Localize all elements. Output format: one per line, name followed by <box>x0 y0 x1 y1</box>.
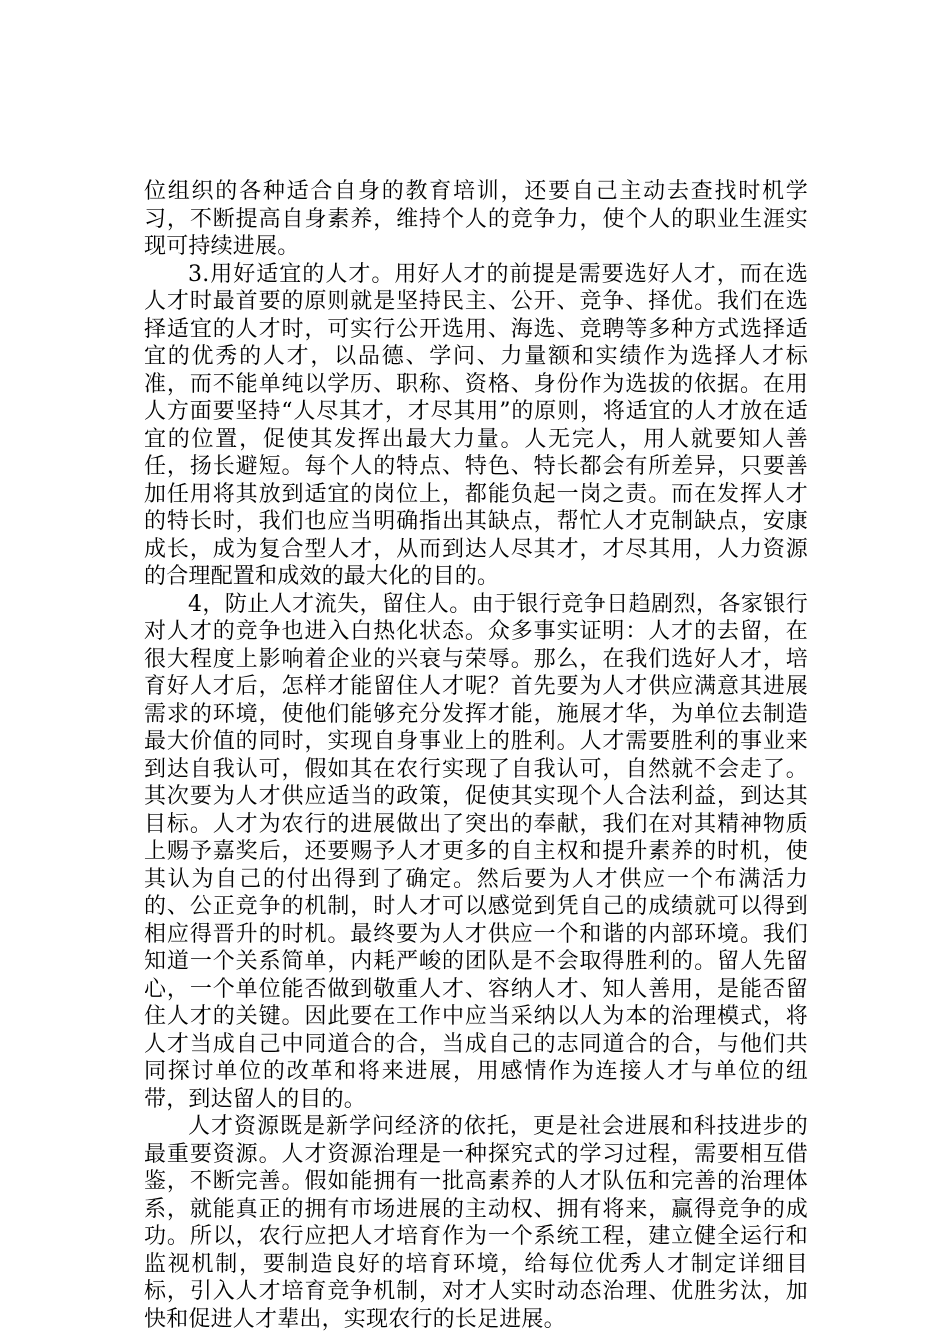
paragraph-section-3: 3.用好适宜的人才。用好人才的前提是需要选好人才，而在选人才时最首要的原则就是坚持民主、公开、竞争、择优。我们在选择适宜的人才时，可实行公开选用、海选、竞聘等多种方式选择适宜的优秀的人才，以品德、学问、力量额和实绩作为选择人才标准，而不能单纯以学历、职称、资格、身份作为选拔的依据。在用人方面要坚持“人尽其才，才尽其用”的原则，将适宜的人才放在适宜的位置，促使其发挥出最大力量。人无完人，用人就要知人善任，扬长避短。每个人的特点、特色、特长都会有所差异，只要善加任用将其放到适宜的岗位上，都能负起一岗之责。而在发挥人才的特长时，我们也应当明确指出其缺点，帮忙人才克制缺点，安康成长，成为复合型人才，从而到达人尽其才，才尽其用，人力资源的合理配置和成效的最大化的目的。 <box>144 261 808 589</box>
paragraph-continuation: 位组织的各种适合自身的教育培训，还要自己主动去查找时机学习，不断提高自身素养，维持个人的竞争力，使个人的职业生涯实现可持续进展。 <box>144 179 808 259</box>
paragraph-conclusion: 人才资源既是新学问经济的依托，更是社会进展和科技进步的最重要资源。人才资源治理是一种探究式的学习过程，需要相互借鉴，不断完善。假如能拥有一批高素养的人才队伍和完善的治理体系，就能真正的拥有市场进展的主动权、拥有将来，赢得竞争的成功。所以，农行应把人才培育作为一个系统工程，建立健全运行和监视机制，要制造良好的培育环境，给每位优秀人才制定详细目标，引入人才培育竞争机制，对才人实时动态治理、优胜劣汰，加快和促进人才辈出，实现农行的长足进展。 <box>144 1114 808 1332</box>
document-page <box>144 178 808 1333</box>
paragraph-section-4: 4，防止人才流失，留住人。由于银行竞争日趋剧烈，各家银行对人才的竞争也进入白热化状态。众多事实证明：人才的去留，在很大程度上影响着企业的兴衰与荣辱。那么，在我们选好人才，培育好人才后，怎样才能留住人才呢？首先要为人才供应满意其进展需求的环境，使他们能够充分发挥才能，施展才华，为单位去制造最大价值的同时，实现自身事业上的胜利。人才需要胜利的事业来到达自我认可，假如其在农行实现了自我认可，自然就不会走了。其次要为人才供应适当的政策，促使其实现个人合法利益，到达其目标。人才为农行的进展做出了突出的奉献，我们在对其精神物质上赐予嘉奖后，还要赐予人才更多的自主权和提升素养的时机，使其认为自己的付出得到了确定。然后要为人才供应一个布满活力的、公正竞争的机制，时人才可以感觉到凭自己的成绩就可以得到相应得晋升的时机。最终要为人才供应一个和谐的内部环境。我们知道一个关系简单，内耗严峻的团队是不会取得胜利的。留人先留心，一个单位能否做到敬重人才、容纳人才、知人善用，是能否留住人才的关键。因此要在工作中应当采纳以人为本的治理模式，将人才当成自己中同道合的合，当成自己的志同道合的合，与他们共同探讨单位的改革和将来进展，用感情作为连接人才与单位的纽带，到达留人的目的。 <box>144 591 808 1112</box>
